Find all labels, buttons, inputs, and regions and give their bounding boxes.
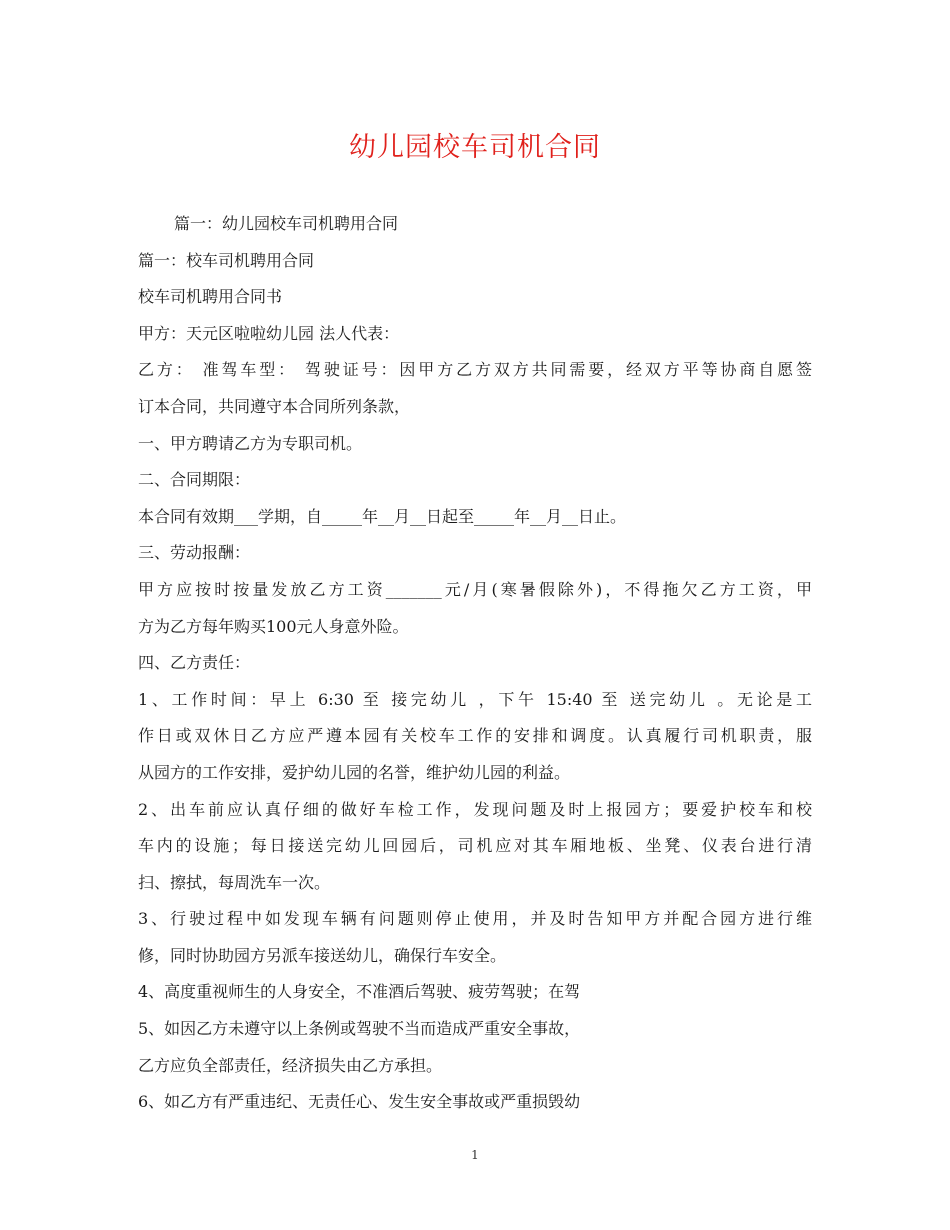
text-line: 6、如乙方有严重违纪、无责任心、发生安全事故或严重损毁幼 <box>138 1092 581 1112</box>
text-line: 1、工作时间：早上 6:30 至 接完幼儿 ，下午 15:40 至 送完幼儿 。无论是工 <box>138 689 812 709</box>
page-number: 1 <box>471 1148 479 1162</box>
text-line: 车内的设施；每日接送完幼儿回园后，司机应对其车厢地板、坐凳、仪表台进行清 <box>138 836 812 856</box>
text-line: 本合同有效期___学期，自_____年__月__日起至_____年__月__日止。 <box>138 506 627 526</box>
text-line: 一、甲方聘请乙方为专职司机。 <box>138 433 363 453</box>
text-line: 3、行驶过程中如发现车辆有问题则停止使用，并及时告知甲方并配合园方进行维 <box>138 909 812 929</box>
text-line: 四、乙方责任： <box>138 653 251 673</box>
text-line: 三、劳动报酬： <box>138 543 251 563</box>
text-line: 乙方应负全部责任，经济损失由乙方承担。 <box>138 1055 443 1075</box>
text-line: 二、合同期限： <box>138 470 251 490</box>
text-line: 2、出车前应认真仔细的做好车检工作，发现问题及时上报园方；要爱护校车和校 <box>138 799 812 819</box>
document-title: 幼儿园校车司机合同 <box>349 132 601 163</box>
text-line: 订本合同，共同遵守本合同所列条款， <box>138 396 411 416</box>
text-line: 乙方： 准驾车型： 驾驶证号：因甲方乙方双方共同需要，经双方平等协商自愿签 <box>138 360 812 380</box>
text-line: 篇一：校车司机聘用合同 <box>138 250 315 270</box>
text-line: 校车司机聘用合同书 <box>138 287 283 307</box>
text-line: 扫、擦拭，每周洗车一次。 <box>138 872 331 892</box>
text-line: 方为乙方每年购买100元人身意外险。 <box>138 616 409 636</box>
document-body <box>138 206 812 1121</box>
section-heading: 篇一：幼儿园校车司机聘用合同 <box>174 214 399 233</box>
text-line: 修，同时协助园方另派车接送幼儿，确保行车安全。 <box>138 945 507 965</box>
text-line: 从园方的工作安排，爱护幼儿园的名誉，维护幼儿园的利益。 <box>138 762 571 782</box>
text-line: 作日或双休日乙方应严遵本园有关校车工作的安排和调度。认真履行司机职责，服 <box>138 726 812 746</box>
text-line: 甲方应按时按量发放乙方工资_______元/月(寒暑假除外)，不得拖欠乙方工资，甲 <box>138 579 812 599</box>
text-line: 4、高度重视师生的人身安全，不准酒后驾驶、疲劳驾驶；在驾 <box>138 982 581 1002</box>
text-line: 5、如因乙方未遵守以上条例或驾驶不当而造成严重安全事故， <box>138 1019 581 1039</box>
text-line: 甲方：天元区啦啦幼儿园 法人代表： <box>138 323 400 343</box>
